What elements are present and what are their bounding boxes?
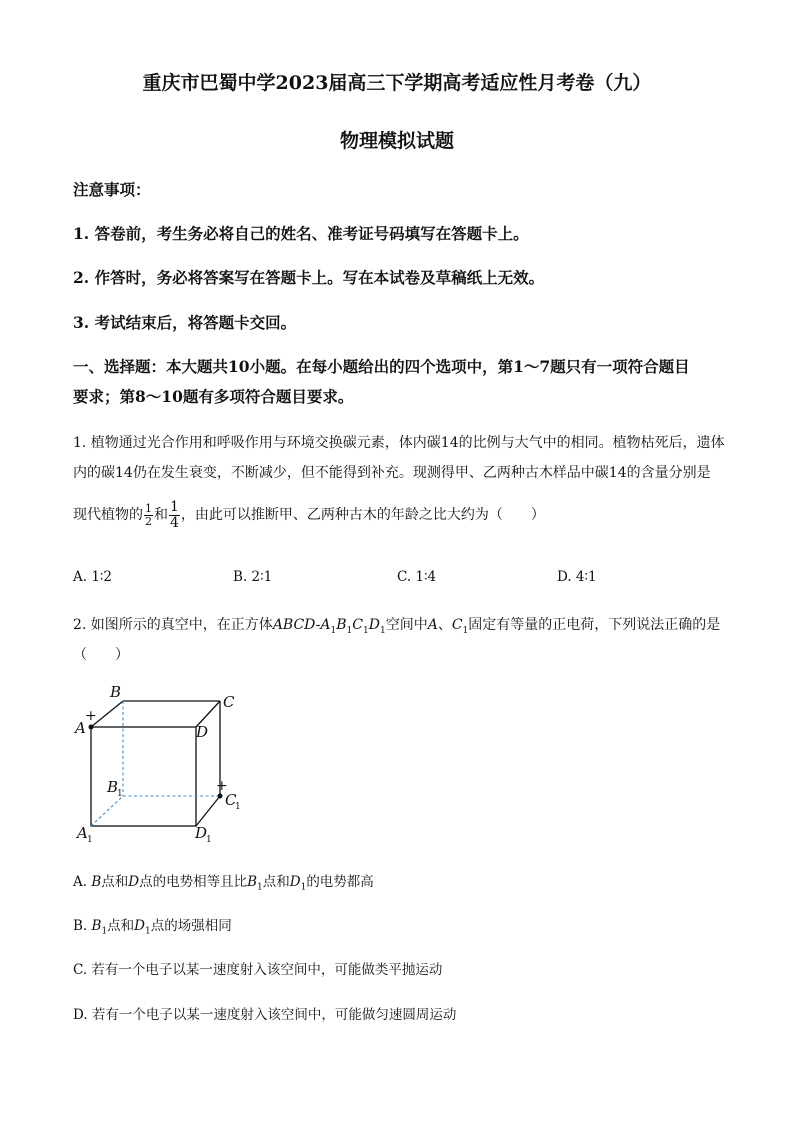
charge-point-a bbox=[89, 725, 94, 730]
label-d1-sub: 1 bbox=[206, 835, 212, 845]
q2-option-b: B. $B_1$点和$D_1$点的场强相同 bbox=[73, 918, 232, 937]
notice-item-1: 1. 答卷前，考生务必将自己的姓名、准考证号码填写在答题卡上。 bbox=[73, 224, 529, 243]
label-a1-sub: 1 bbox=[87, 835, 93, 845]
q1-line3-c: ，由此可以推断甲、乙两种古木的年龄之比大约为（ ） bbox=[180, 507, 545, 524]
fraction-one-quarter: $\frac{1}{4}$ bbox=[170, 499, 179, 531]
label-b1: B bbox=[107, 778, 119, 796]
label-c: C bbox=[223, 693, 235, 711]
hidden-edge-a1-b1 bbox=[91, 796, 123, 826]
edge-d1-c1 bbox=[196, 796, 220, 826]
label-b: B bbox=[110, 683, 122, 701]
q2-line2: （ ） bbox=[73, 647, 129, 663]
cube-diagram bbox=[60, 675, 260, 855]
label-a: A bbox=[75, 719, 86, 737]
q1-option-b: B. 2∶1 bbox=[233, 569, 273, 585]
q1-line3 bbox=[73, 500, 545, 530]
q2-option-d: D. 若有一个电子以某一速度射入该空间中，可能做匀速圆周运动 bbox=[73, 1007, 457, 1023]
q2-option-a: A. B点和D点的电势相等且比$B_1$点和$D_1$的电势都高 bbox=[73, 874, 374, 893]
notice-item-2: 2. 作答时，务必将答案写在答题卡上。写在本试卷及草稿纸上无效。 bbox=[73, 268, 545, 287]
q1-line3-b: 和 bbox=[154, 507, 168, 524]
q1-line3-a: 现代植物的 bbox=[73, 507, 143, 524]
notice-item-3: 3. 考试结束后，将答题卡交回。 bbox=[73, 313, 297, 332]
label-c1: C bbox=[225, 791, 237, 809]
q1-option-a: A. 1∶2 bbox=[73, 569, 113, 585]
exam-title: 重庆市巴蜀中学2023届高三下学期高考适应性月考卷（九） bbox=[142, 72, 652, 94]
q2-option-c: C. 若有一个电子以某一速度射入该空间中，可能做类平抛运动 bbox=[73, 962, 443, 978]
q1-option-d: D. 4∶1 bbox=[557, 569, 597, 585]
label-d1: D bbox=[195, 824, 208, 842]
label-a1: A bbox=[77, 824, 88, 842]
notice-heading: 注意事项： bbox=[73, 180, 151, 199]
charge-point-c1 bbox=[218, 794, 223, 799]
q2-stem: 2. 如图所示的真空中，在正方体ABCD-$A_1B_1C_1D_1$空间中A、$C_1$固定有等量的正电荷，下列说法正确的是 bbox=[73, 617, 721, 636]
q1-option-c: C. 1∶4 bbox=[397, 569, 437, 585]
section-heading-line2: 要求；第8～10题有多项符合题目要求。 bbox=[73, 387, 354, 406]
section-heading-line1: 一、选择题：本大题共10小题。在每小题给出的四个选项中，第1～7题只有一项符合题目 bbox=[73, 357, 690, 376]
label-c1-sub: 1 bbox=[235, 802, 241, 812]
label-d: D bbox=[196, 723, 209, 741]
q1-line2: 内的碳14仍在发生衰变，不断减少，但不能得到补充。现测得甲、乙两种古木样品中碳14的含量分别是 bbox=[73, 465, 711, 481]
cube-front-face bbox=[91, 727, 196, 826]
label-b1-sub: 1 bbox=[117, 789, 123, 799]
exam-subtitle: 物理模拟试题 bbox=[339, 130, 454, 152]
fraction-one-half: $\frac{1}{2}$ bbox=[145, 502, 152, 528]
q1-line1: 1. 植物通过光合作用和呼吸作用与环境交换碳元素，体内碳14的比例与大气中的相同。植物枯死后，遗体 bbox=[73, 435, 725, 451]
plus-sign-c1: + bbox=[216, 778, 228, 794]
plus-sign-a: + bbox=[85, 708, 97, 724]
